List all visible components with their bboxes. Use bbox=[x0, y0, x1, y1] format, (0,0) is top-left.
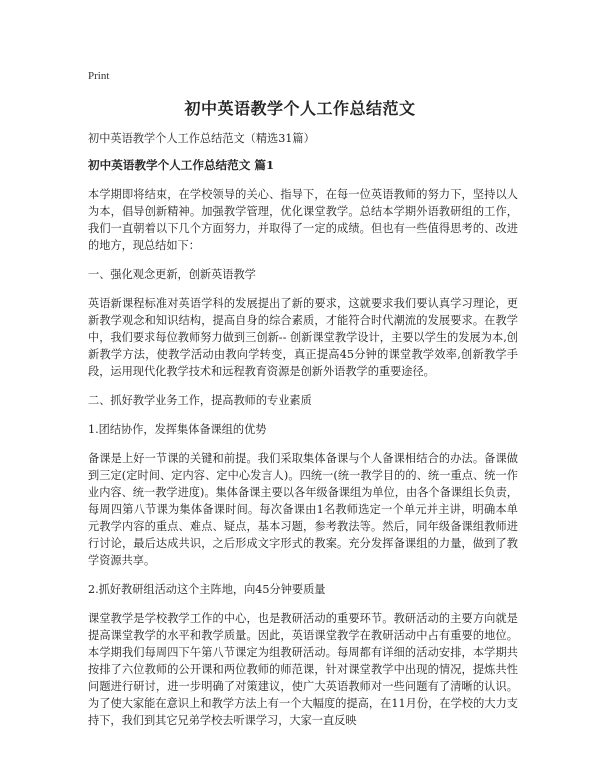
point1-paragraph: 英语新课程标准对英语学科的发展提出了新的要求，这就要求我们要认真学习理论，更新教学观念和知识结构，提高自身的综合素质，才能符合时代潮流的发展要求。在教学中，我们要求每位教师努力做到三创新-- 创新课堂教学设计，主要以学生的发展为本,创新教学方法，使教学活动由教向学转变，真正提高45分钟的课堂教学效率,创新教学手段，运用现代化教学技术和远程教育资源是创新外语教学的重要途径。 bbox=[88, 297, 518, 378]
point1-heading: 一、强化观念更新，创新英语教学 bbox=[88, 268, 256, 281]
document-subtitle: 初中英语教学个人工作总结范文（精选31篇） bbox=[88, 132, 315, 145]
document-title: 初中英语教学个人工作总结范文 bbox=[184, 99, 416, 118]
sub1-paragraph: 备课是上好一节课的关键和前提。我们采取集体备课与个人备课相结合的办法。备课做到三定(定时间、定内容、定中心发言人)。四统一(统一教学目的的、统一重点、统一作业内容、统一教学进度)。集体备课主要以各年级备课组为单位，由各个备课组长负责，每周四第八节课为集体备课时间。每次备课由1名教师选定一个单元并主讲，明确本单元教学内容的重点、难点、疑点，基本习题，参考教法等。然后，同年级备课组教师进行讨论，最后达成共识，之后形成文字形式的教案。充分发挥备课组的力量，做到了教学资源共享。 bbox=[88, 452, 518, 567]
print-label: Print bbox=[88, 70, 110, 82]
sub2-heading: 2.抓好教研组活动这个主阵地，向45分钟要质量 bbox=[88, 583, 326, 596]
intro-paragraph: 本学期即将结束，在学校领导的关心、指导下，在每一位英语教师的努力下，坚持以人为本，倡导创新精神。加强教学管理，优化课堂教学。总结本学期外语教研组的工作，我们一直朝着以下几个方面努力，并取得了一定的成绩。但也有一些值得思考的、改进的地方，现总结如下： bbox=[88, 188, 518, 252]
point2-heading: 二、抓好教学业务工作，提高教师的专业素质 bbox=[88, 394, 312, 407]
document-body bbox=[88, 130, 518, 741]
section-heading: 初中英语教学个人工作总结范文 篇1 bbox=[88, 158, 275, 172]
sub1-heading: 1.团结协作，发挥集体备课组的优势 bbox=[88, 423, 267, 436]
sub2-paragraph: 课堂教学是学校教学工作的中心，也是教研活动的重要环节。教研活动的主要方向就是提高课堂教学的水平和教学质量。因此，英语课堂教学在教研活动中占有重要的地位。本学期我们每周四下午第八节课定为组教研活动。每周都有详细的活动安排，本学期共按排了六位教师的公开课和两位教师的师范课，针对课堂教学中出现的情况，提炼共性问题进行研讨，进一步明确了对策建议，使广大英语教师对一些问题有了清晰的认识。为了使大家能在意识上和教学方法上有一个大幅度的提高，在11月份，在学校的大力支持下，我们到其它兄弟学校去听课学习，大家一直反映 bbox=[88, 612, 518, 727]
